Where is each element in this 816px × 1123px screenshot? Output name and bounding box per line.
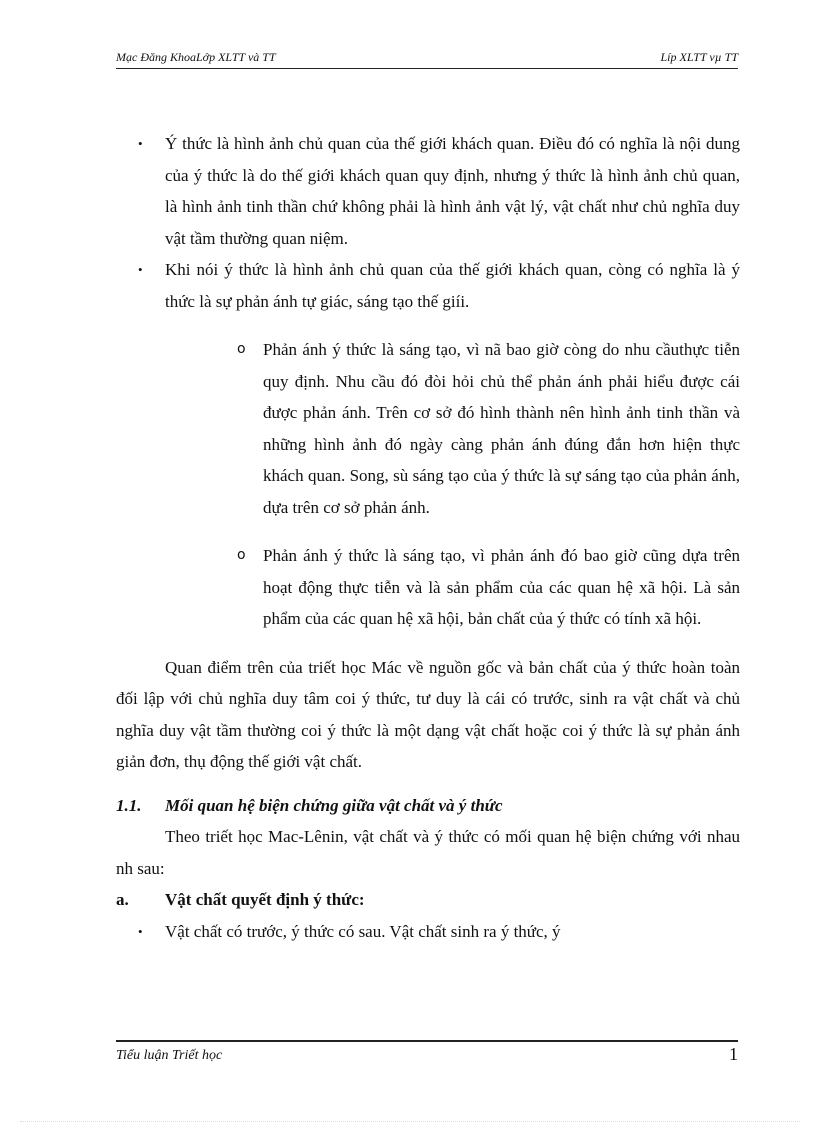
page-number: 1 bbox=[729, 1044, 738, 1064]
body-paragraph: Quan điểm trên của triết học Mác về nguồn gốc và bản chất của ý thức hoàn toàn đối lập với chủ nghĩa duy tâm coi ý thức, tư duy là cái có trước, sinh ra vật chất và chủ nghĩa duy vật tầm thường coi ý thức là một dạng vật chất hoặc coi ý thức là sự phản ánh giản đơn, thụ động thế giới vật chất. bbox=[116, 657, 740, 771]
section-heading bbox=[116, 790, 740, 822]
page-bottom-divider bbox=[20, 1121, 800, 1122]
bullet-text: Vật chất có trước, ý thức có sau. Vật chất sinh ra ý thức, ý bbox=[165, 921, 561, 941]
page-footer bbox=[116, 1040, 738, 1064]
body-paragraph: Theo triết học Mac-Lênin, vật chất và ý thức có mối quan hệ biện chứng với nhau nh sau: bbox=[116, 827, 740, 878]
circle-marker-icon: o bbox=[237, 547, 246, 563]
bullet-icon: • bbox=[138, 923, 143, 939]
sub-list-item bbox=[237, 334, 740, 523]
page-header bbox=[116, 48, 738, 69]
bullet-item bbox=[116, 128, 740, 254]
bullet-icon: • bbox=[138, 136, 143, 151]
subsection-heading bbox=[116, 884, 740, 916]
sub-item-text: Phản ánh ý thức là sáng tạo, vì nã bao giờ còng do nhu cầuthực tiễn quy định. Nhu cầu đó đòi hỏi chủ thể phản ánh phải hiểu được cái được phản ánh. Trên cơ sở đó hình thành nên hình ảnh tinh thần và những hình ảnh đó ngày càng phản ánh đúng đắn hơn hiện thực khách quan. Song, sù sáng tạo của ý thức là sự sáng tạo của phản ánh, dựa trên cơ sở phản ánh. bbox=[263, 340, 740, 517]
bullet-text: Ý thức là hình ảnh chủ quan của thế giới khách quan. Điều đó có nghĩa là nội dung của ý thức là do thế giới khách quan quy định, nhưng ý thức là hình ảnh chủ quan, là hình ảnh tinh thần chứ không phải là hình ảnh vật lý, vật chất như chủ nghĩa duy vật tầm thường quan niệm. bbox=[165, 134, 740, 248]
subsection-title: Vật chất quyết định ý thức: bbox=[165, 890, 365, 909]
header-right-text: Líp XLTT vµ TT bbox=[660, 50, 738, 64]
section-title: Mối quan hệ biện chứng giữa vật chất và ý thức bbox=[165, 795, 503, 815]
bullet-text: Khi nói ý thức là hình ảnh chủ quan của thế giới khách quan, còng có nghĩa là ý thức là sự phản ánh tự giác, sáng tạo thế giíi. bbox=[165, 260, 740, 311]
bullet-item bbox=[116, 916, 740, 948]
subsection-number: a. bbox=[116, 890, 129, 909]
section-number: 1.1. bbox=[116, 795, 142, 815]
sub-list-item bbox=[237, 540, 740, 635]
header-left-text: Mạc Đăng KhoaLớp XLTT và TT bbox=[116, 50, 276, 64]
bullet-item bbox=[116, 254, 740, 317]
bullet-icon: • bbox=[138, 262, 143, 277]
footer-title: Tiểu luận Triết học bbox=[116, 1048, 223, 1063]
circle-marker-icon: o bbox=[237, 341, 246, 357]
sub-item-text: Phản ánh ý thức là sáng tạo, vì phản ánh đó bao giờ cũng dựa trên hoạt động thực tiễn và là sản phẩm của các quan hệ xã hội. Là sản phẩm của các quan hệ xã hội, bản chất của ý thức có tính xã hội. bbox=[263, 546, 740, 628]
page-body bbox=[116, 128, 740, 947]
